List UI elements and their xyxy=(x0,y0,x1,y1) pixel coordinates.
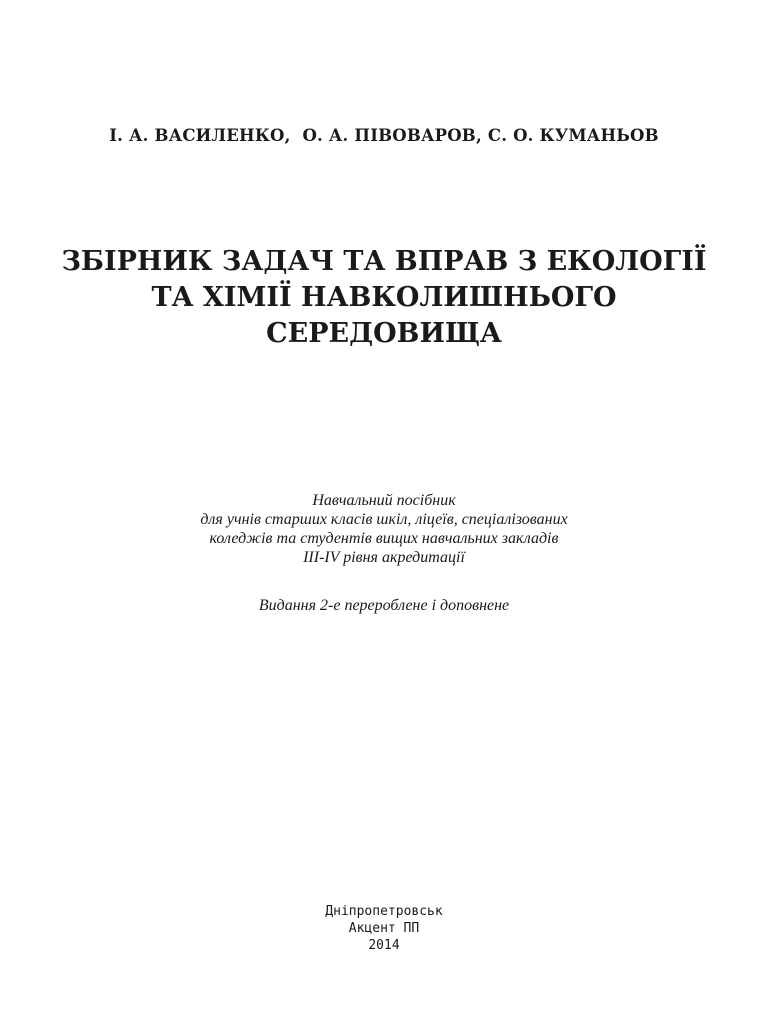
author-kumanov: С. О. КУМАНЬОВ xyxy=(487,126,659,145)
book-subtitle xyxy=(0,491,768,567)
author-pivovarov: О. А. ПІВОВАРОВ, xyxy=(302,126,482,145)
imprint-city: Дніпропетровськ xyxy=(325,904,443,919)
title-line-2: ТА ХІМІЇ НАВКОЛИШНЬОГО xyxy=(151,282,617,313)
imprint-year: 2014 xyxy=(368,938,400,953)
subtitle-line-2: для учнів старших класів шкіл, ліцеїв, спеціалізованих xyxy=(200,511,568,528)
subtitle-line-3: коледжів та студентів вищих навчальних закладів xyxy=(209,530,559,547)
authors-line xyxy=(0,126,768,145)
title-line-3: СЕРЕДОВИЩА xyxy=(266,318,502,349)
author-vasylenko: І. А. ВАСИЛЕНКО, xyxy=(109,126,291,145)
title-line-1: ЗБІРНИК ЗАДАЧ ТА ВПРАВ З ЕКОЛОГІЇ xyxy=(61,246,707,277)
imprint-publisher: Акцент ПП xyxy=(348,921,420,936)
book-title xyxy=(0,244,768,352)
edition-note: Видання 2-е перероблене і доповнене xyxy=(258,597,510,614)
subtitle-line-4: ІІІ-ІV рівня акредитації xyxy=(303,549,465,566)
subtitle-line-1: Навчальний посібник xyxy=(312,492,456,509)
imprint xyxy=(0,903,768,954)
